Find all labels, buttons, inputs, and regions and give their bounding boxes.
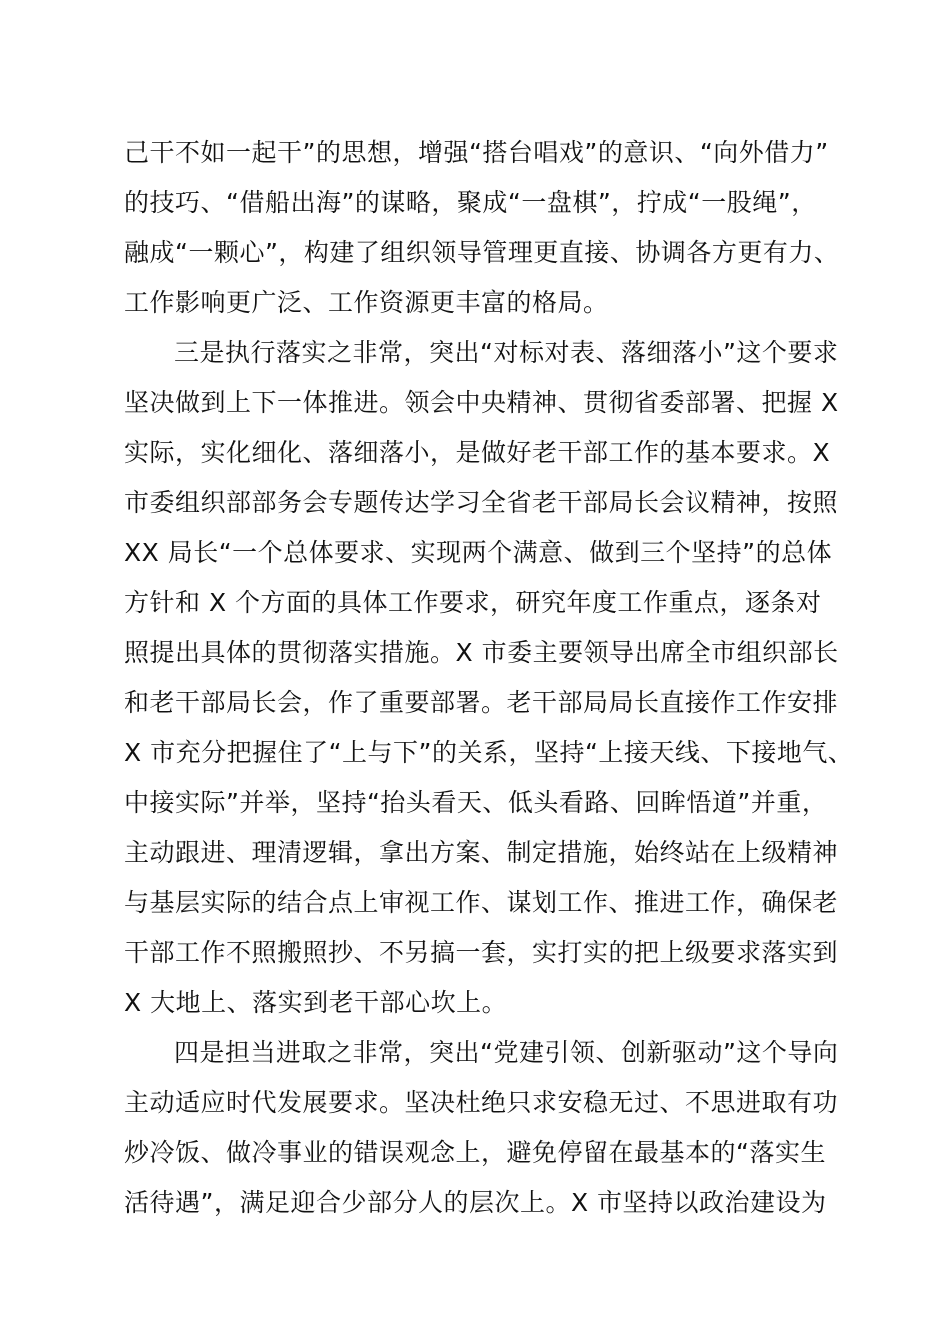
text-line: 主动适应时代发展要求。坚决杜绝只求安稳无过、不思进取有功 bbox=[124, 1088, 839, 1117]
text-line: 主动跟进、理清逻辑，拿出方案、制定措施，始终站在上级精神 bbox=[124, 838, 839, 867]
text-line: 干部工作不照搬照抄、不另搞一套，实打实的把上级要求落实到 bbox=[124, 938, 839, 967]
text-line: 融成“一颗心”，构建了组织领导管理更直接、协调各方更有力、 bbox=[124, 238, 840, 267]
text-line: 照提出具体的贯彻落实措施。X 市委主要领导出席全市组织部长 bbox=[124, 638, 839, 667]
paragraph-first-line: 四是担当进取之非常，突出“党建引领、创新驱动”这个导向 bbox=[174, 1038, 839, 1067]
text-line: 的技巧、“借船出海”的谋略，聚成“一盘棋”，拧成“一股绳”， bbox=[124, 188, 817, 217]
text-line: XX 局长“一个总体要求、实现两个满意、做到三个坚持”的总体 bbox=[124, 538, 833, 567]
text-line: 和老干部局长会，作了重要部署。老干部局局长直接作工作安排 bbox=[124, 688, 839, 717]
text-line: 市委组织部部务会专题传达学习全省老干部局长会议精神，按照 bbox=[124, 488, 839, 517]
text-line: 己干不如一起干”的思想，增强“搭台唱戏”的意识、“向外借力” bbox=[124, 138, 829, 167]
text-line: X 市充分把握住了“上与下”的关系，坚持“上接天线、下接地气、 bbox=[124, 738, 854, 767]
text-line: 方针和 X 个方面的具体工作要求，研究年度工作重点，逐条对 bbox=[124, 588, 822, 617]
text-line: 实际，实化细化、落细落小，是做好老干部工作的基本要求。X bbox=[124, 438, 831, 467]
text-line: 与基层实际的结合点上审视工作、谋划工作、推进工作，确保老 bbox=[124, 888, 839, 917]
paragraph-first-line: 三是执行落实之非常，突出“对标对表、落细落小”这个要求 bbox=[174, 338, 839, 367]
text-line: X 大地上、落实到老干部心坎上。 bbox=[124, 988, 508, 1017]
text-line: 工作影响更广泛、工作资源更丰富的格局。 bbox=[124, 288, 609, 317]
text-line: 活待遇”，满足迎合少部分人的层次上。X 市坚持以政治建设为 bbox=[124, 1188, 827, 1217]
text-line: 坚决做到上下一体推进。领会中央精神、贯彻省委部署、把握 X bbox=[124, 388, 839, 417]
text-line: 炒冷饭、做冷事业的错误观念上，避免停留在最基本的“落实生 bbox=[124, 1138, 826, 1167]
text-line: 中接实际”并举，坚持“抬头看天、低头看路、回眸悟道”并重， bbox=[124, 788, 828, 817]
